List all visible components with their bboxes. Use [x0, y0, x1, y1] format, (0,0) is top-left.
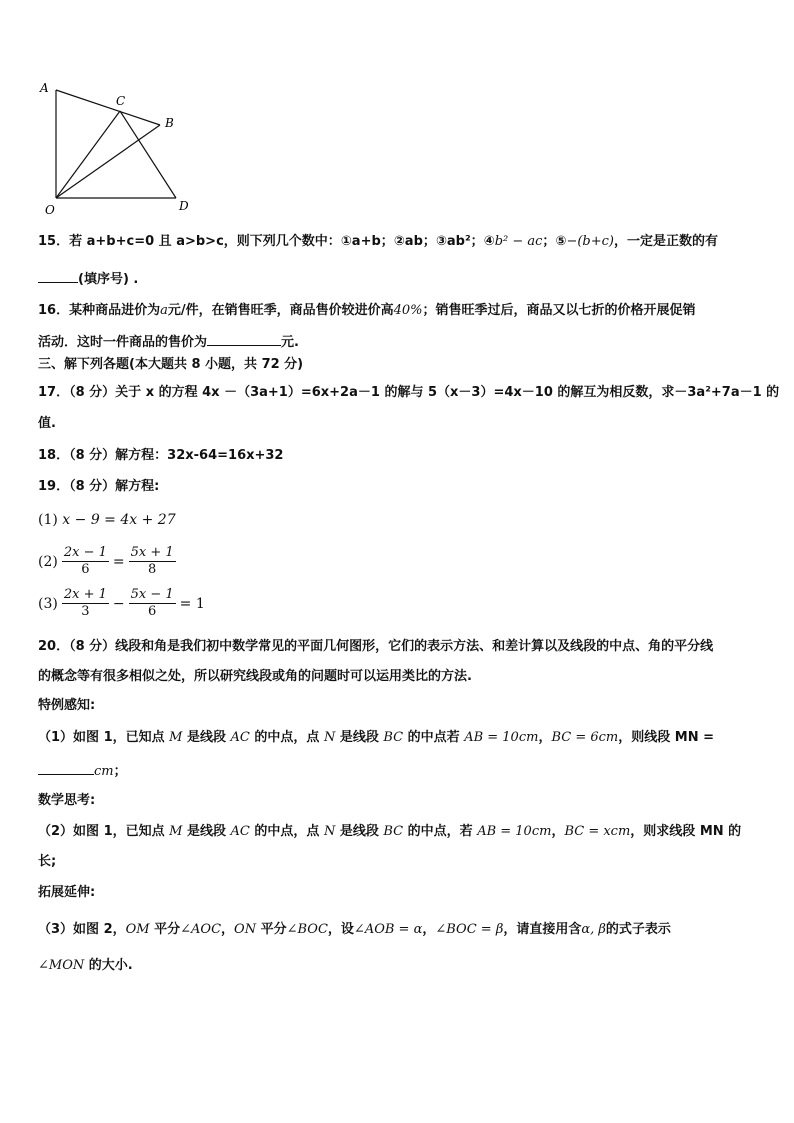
text: ； [113, 764, 127, 779]
point-m: M [169, 824, 183, 839]
text: 的中点，若 [403, 824, 478, 839]
ab-length: AB = 10cm [477, 824, 552, 839]
answer-blank[interactable] [38, 268, 78, 283]
point-n: N [323, 824, 336, 839]
q20-part2-line2: 长; [38, 854, 57, 869]
label-d: D [179, 199, 189, 213]
bc-length: BC = 6cm [551, 730, 619, 745]
q20-part2 [38, 823, 741, 841]
option-5: −(b+c) [566, 234, 614, 249]
segment-mn: MN [674, 730, 699, 745]
condition: a+b+c=0 [86, 234, 155, 249]
numerator: 2x − 1 [63, 545, 107, 560]
label-b: B [165, 116, 174, 130]
option-2: ab [404, 234, 423, 249]
point-n: N [323, 730, 336, 745]
q20-part3-line2 [38, 957, 133, 975]
segment-ac: AC [230, 824, 250, 839]
answer-blank[interactable] [207, 331, 281, 346]
q15-line1 [38, 233, 718, 251]
text: 元/件，在销售旺季，商品售价较进价高 [167, 303, 394, 318]
q19-eq2 [38, 545, 176, 578]
text: 的中点，点 [249, 824, 324, 839]
denominator: 6 [81, 562, 90, 577]
ab-length: AB = 10cm [464, 730, 539, 745]
text: ，一定是正数的有 [613, 234, 718, 249]
text: 平分 [256, 922, 287, 937]
text: 的中点，点 [249, 730, 324, 745]
denominator: 6 [147, 604, 157, 619]
numerator: 2x + 1 [63, 587, 107, 602]
q16-line2 [38, 331, 299, 352]
segment-mn: MN [699, 824, 724, 839]
operator: − [112, 595, 125, 612]
text: = [698, 730, 715, 745]
q17-line2: 值. [38, 416, 56, 431]
q19-title: 19．（8 分）解方程: [38, 479, 160, 494]
text: （2）如图 1，已知点 [38, 824, 170, 839]
option-4: b² − ac [494, 234, 543, 249]
angle-mon: ∠MON [38, 958, 85, 973]
q20-part1 [38, 729, 714, 747]
ray-on: ON [234, 922, 257, 937]
segment-ac: AC [230, 730, 250, 745]
text: 的 [723, 824, 742, 839]
angle-aoc: ∠AOC [180, 922, 222, 937]
bc-length: BC = xcm [564, 824, 631, 839]
inequality: a>b>c [176, 234, 224, 249]
point-m: M [169, 730, 183, 745]
text: ，则线段 [618, 730, 675, 745]
text: 元. [281, 335, 299, 350]
operator: = [112, 553, 125, 570]
unit: cm [94, 764, 114, 779]
q18: 18．（8 分）解方程：32x-64=16x+32 [38, 448, 284, 463]
ray-om: OM [125, 922, 150, 937]
text: 15．若 [38, 234, 87, 249]
text: ，请直接用含 [503, 922, 582, 937]
fraction [129, 587, 176, 620]
text: 活动．这时一件商品的售价为 [38, 335, 208, 350]
q20-part1-answer [38, 760, 127, 781]
text: 平分 [149, 922, 181, 937]
segment-bc: BC [383, 824, 404, 839]
label-o: O [45, 203, 55, 217]
text: ， [538, 730, 552, 745]
text: 的大小. [84, 958, 133, 973]
denominator: 3 [81, 604, 90, 619]
q19-eq3 [38, 587, 205, 620]
index: (3) [38, 595, 58, 612]
variable-a: a [160, 303, 168, 318]
q20-heading-1: 特例感知: [38, 698, 96, 713]
option-3: ab² [446, 234, 471, 249]
angle-aob: ∠AOB = α [353, 922, 423, 937]
numerator: 5x + 1 [130, 545, 174, 560]
right-hand-side: = 1 [179, 595, 205, 612]
text: ，则求线段 [630, 824, 700, 839]
label-c: C [116, 94, 126, 108]
text: ；销售旺季过后，商品又以七折的价格开展促销 [422, 303, 696, 318]
q20-part3 [38, 921, 671, 939]
option-1: a+b [351, 234, 381, 249]
text: 的式子表示 [605, 922, 671, 937]
text: ；③ [422, 234, 447, 249]
q16-line1 [38, 302, 696, 320]
denominator: 8 [147, 562, 157, 577]
segment-bc: BC [383, 730, 404, 745]
text: ；② [380, 234, 405, 249]
q17-line1: 17．（8 分）关于 x 的方程 4x －（3a+1）=6x+2a－1 的解与 5（x－3）=4x－10 的解互为相反数，求－3a²+7a－1 的 [38, 385, 780, 400]
angle-boc-beta: ∠BOC = β [435, 922, 504, 937]
q20-heading-3: 拓展延伸: [38, 885, 96, 900]
text: 是线段 [182, 730, 231, 745]
percent: 40% [393, 303, 423, 318]
fraction [129, 545, 176, 578]
text: ；④ [470, 234, 495, 249]
q20-line2: 的概念等有很多相似之处，所以研究线段或角的问题时可以运用类比的方法. [38, 669, 472, 684]
text: （1）如图 1，已知点 [38, 730, 170, 745]
q19-eq1 [38, 512, 176, 528]
section-3-title: 三、解下列各题(本大题共 8 小题，共 72 分) [38, 357, 304, 372]
text: 是线段 [335, 824, 384, 839]
geometry-figure [36, 78, 206, 220]
fraction [62, 587, 109, 620]
equation: x − 9 = 4x + 27 [62, 512, 176, 528]
index: (1) [38, 512, 58, 528]
label-a: A [40, 81, 49, 95]
text: 16．某种商品进价为 [38, 303, 161, 318]
index: (2) [38, 553, 58, 570]
q20-line1: 20．（8 分）线段和角是我们初中数学常见的平面几何图形，它们的表示方法、和差计算以及线段的中点、角的平分线 [38, 639, 714, 654]
text: 的中点若 [403, 730, 465, 745]
text: ，设 [327, 922, 354, 937]
text: 且 [154, 234, 177, 249]
angle-boc: ∠BOC [286, 922, 328, 937]
q15-line2 [38, 268, 138, 289]
text: ， [221, 922, 235, 937]
text: （3）如图 2， [38, 922, 126, 937]
text: 是线段 [335, 730, 384, 745]
text: ， [551, 824, 565, 839]
text: 是线段 [182, 824, 231, 839]
text: ，则下列几个数中：① [223, 234, 352, 249]
text: ， [422, 922, 436, 937]
q20-heading-2: 数学思考: [38, 793, 96, 808]
fraction [62, 545, 109, 578]
alpha-beta: α, β [581, 922, 606, 937]
text: ；⑤ [542, 234, 567, 249]
numerator: 5x − 1 [130, 587, 174, 602]
text: (填序号) . [78, 272, 139, 287]
answer-blank[interactable] [38, 760, 94, 775]
